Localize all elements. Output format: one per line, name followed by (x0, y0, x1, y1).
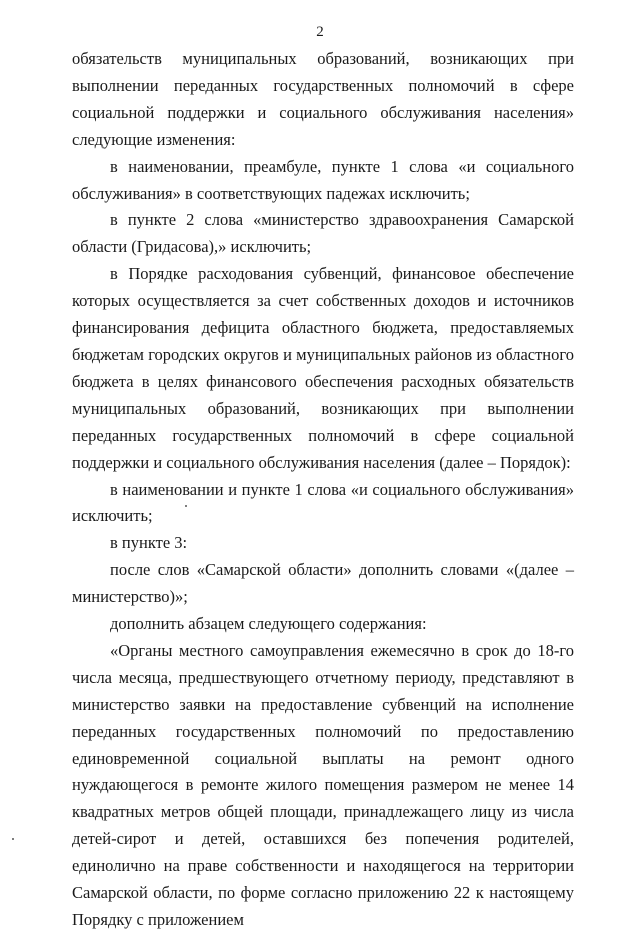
paragraph-procedure-title-amendment: в наименовании и пункте 1 слова «и социального обслуживания» исключить; (72, 479, 574, 526)
paragraph-title-amendment: в наименовании, преамбуле, пункте 1 слова «и социального обслуживания» в соответствующих падежах исключить; (72, 156, 574, 203)
scan-speck (185, 505, 187, 507)
body-text (72, 46, 574, 934)
paragraph-new-clause-text: «Органы местного самоуправления ежемесячно в срок до 18-го числа месяца, предшествующего отчетному периоду, представляют в министерство заявки на предоставление субвенций на исполнение переданных государственных полномочий по предоставлению единовременной социальной выплаты на ремонт одного нуждающегося в ремонте жилого помещения размером не менее 14 квадратных метров общей площади, принадлежащего лицу из числа детей-сирот и детей, оставшихся без попечения родителей, единолично на праве собственности и находящегося на территории Самарской области, по форме согласно приложению 22 к настоящему Порядку с приложением (72, 640, 574, 929)
scan-speck (12, 838, 14, 840)
paragraph-procedure-intro: в Порядке расходования субвенций, финансовое обеспечение которых осуществляется за счет собственных доходов и источников финансирования дефицита областного бюджета, предоставляемых бюджетам городских округов и муниципальных районов из областного бюджета в целях финансового обеспечения расходных обязательств муниципальных образований, возникающих при выполнении переданных государственных полномочий в сфере социальной поддержки и социального обслуживания населения (далее – Порядок): (72, 264, 574, 472)
paragraph-continuation: обязательств муниципальных образований, возникающих при выполнении переданных государственных полномочий в сфере социальной поддержки и социального обслуживания населения» следующие изменения: (72, 49, 574, 149)
paragraph-point-3-addition: после слов «Самарской области» дополнить словами «(далее – министерство)»; (72, 560, 574, 607)
paragraph-point-3-heading: в пункте 3: (110, 533, 188, 553)
paragraph-point-2-amendment: в пункте 2 слова «министерство здравоохранения Самарской области (Гридасова),» исключить; (72, 210, 574, 257)
page-number: 2 (316, 24, 324, 40)
paragraph-new-clause-intro: дополнить абзацем следующего содержания: (110, 614, 427, 634)
